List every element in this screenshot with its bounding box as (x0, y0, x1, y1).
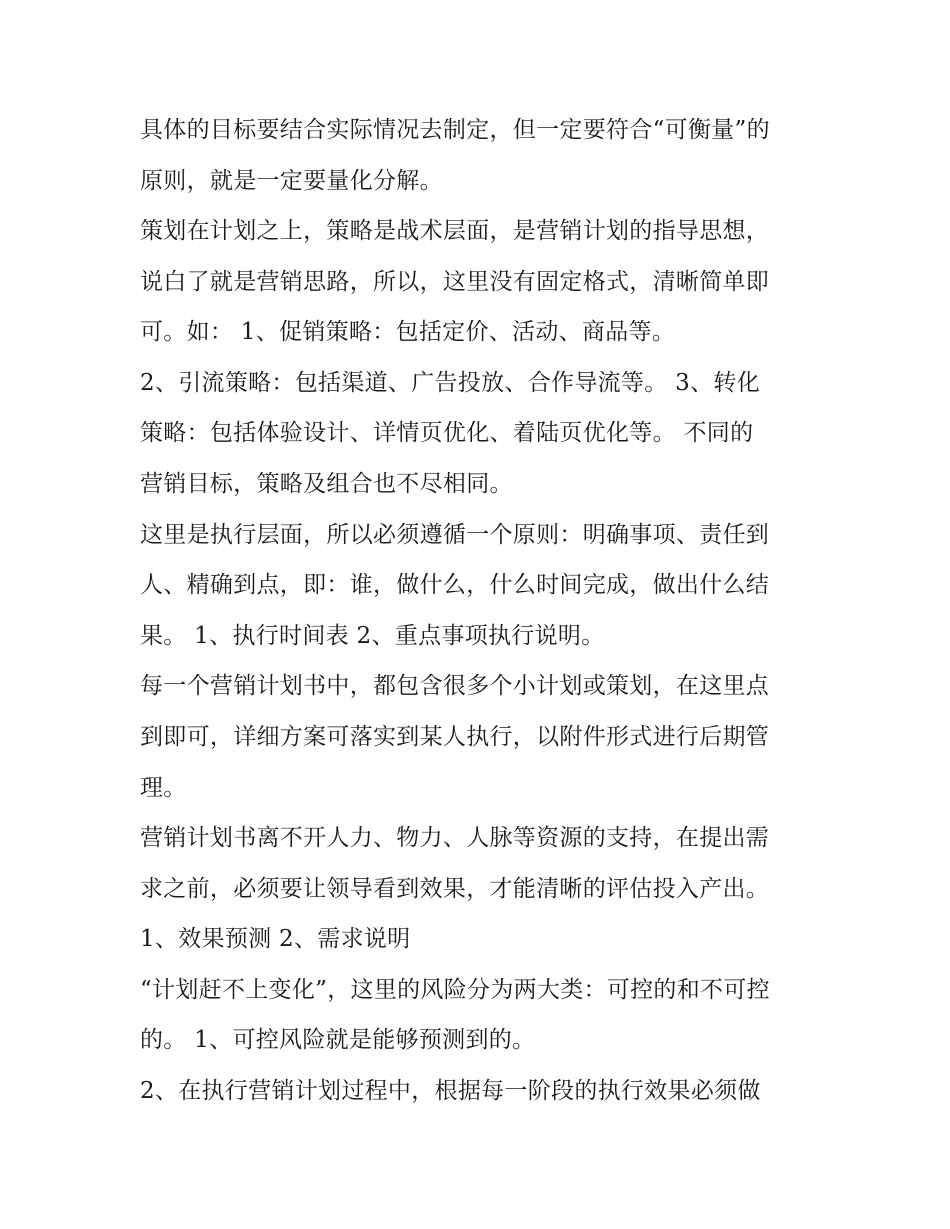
text-line: 2、引流策略：包括渠道、广告投放、合作导流等。 3、转化 (140, 370, 760, 396)
text-line: 可。如： 1、促销策略：包括定价、活动、商品等。 (140, 319, 676, 345)
text-line: 具体的目标要结合实际情况去制定，但一定要符合“可衡量”的 (140, 117, 770, 143)
text-line: 理。 (140, 775, 187, 801)
text-line: 策略：包括体验设计、详情页优化、着陆页优化等。 不同的 (140, 420, 754, 446)
text-line: 策划在计划之上，策略是战术层面，是营销计划的指导思想， (140, 218, 770, 244)
text-line: 这里是执行层面，所以必须遵循一个原则：明确事项、责任到 (140, 522, 770, 548)
text-line: 原则，就是一定要量化分解。 (140, 168, 443, 194)
text-line: “计划赶不上变化”，这里的风险分为两大类：可控的和不可控 (140, 977, 770, 1003)
text-line: 果。 1、执行时间表 2、重点事项执行说明。 (140, 623, 605, 649)
text-line: 求之前，必须要让领导看到效果，才能清晰的评估投入产出。 (140, 876, 770, 902)
text-line: 营销计划书离不开人力、物力、人脉等资源的支持，在提出需 (140, 825, 770, 851)
text-line: 的。 1、可控风险就是能够预测到的。 (140, 1027, 536, 1053)
text-line: 2、在执行营销计划过程中，根据每一阶段的执行效果必须做 (140, 1078, 761, 1104)
text-line: 每一个营销计划书中，都包含很多个小计划或策划，在这里点 (140, 673, 770, 699)
text-line: 1、效果预测 2、需求说明 (140, 926, 411, 952)
text-line: 营销目标，策略及组合也不尽相同。 (140, 471, 513, 497)
text-line: 到即可，详细方案可落实到某人执行，以附件形式进行后期管 (140, 724, 770, 750)
text-line: 说白了就是营销思路，所以，这里没有固定格式，清晰简单即 (140, 269, 770, 295)
text-line: 人、精确到点，即：谁，做什么，什么时间完成，做出什么结 (140, 572, 770, 598)
